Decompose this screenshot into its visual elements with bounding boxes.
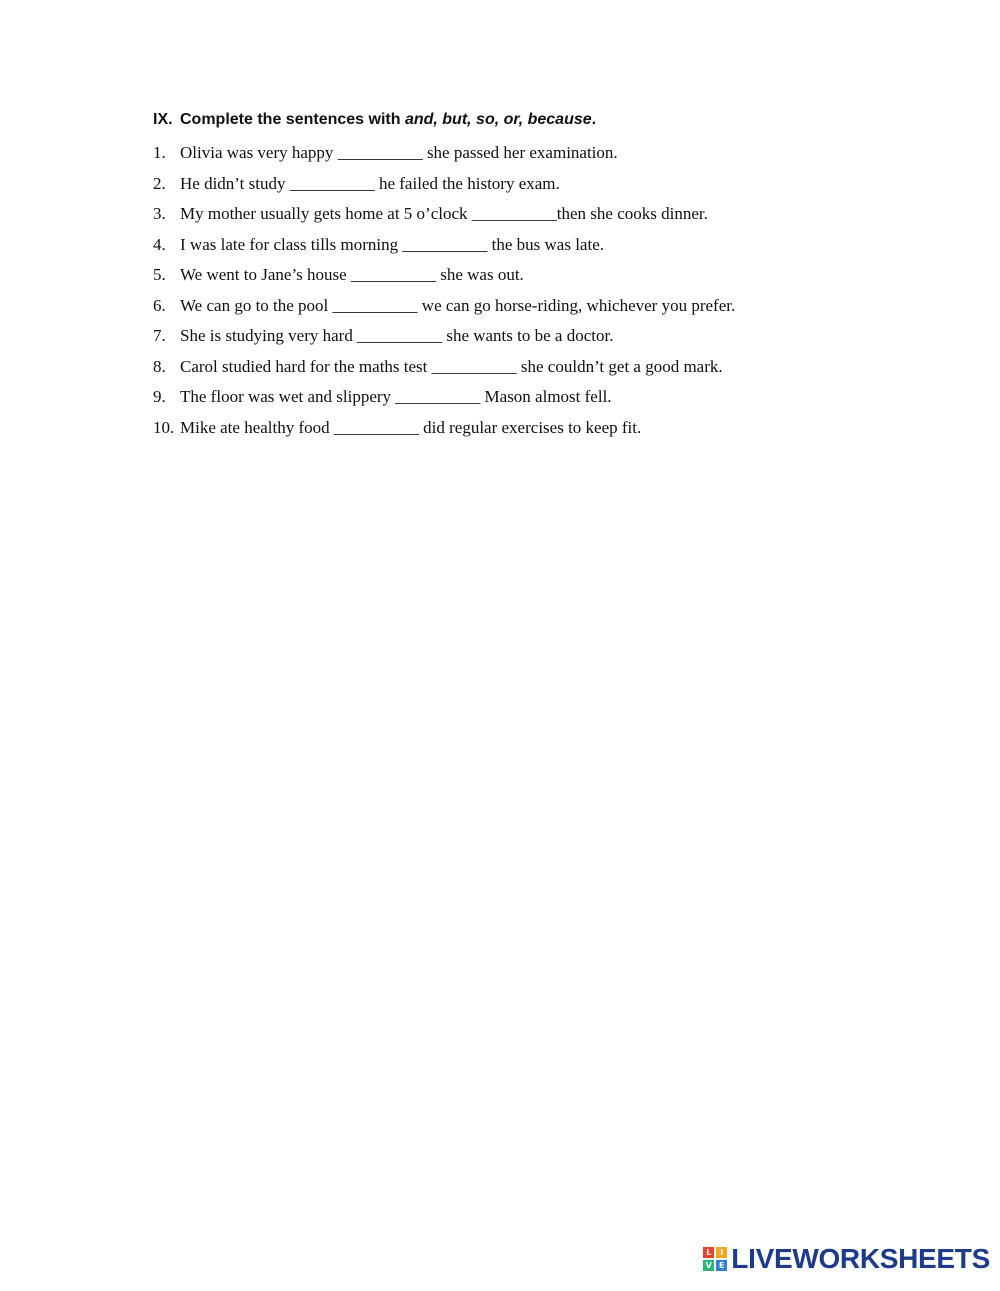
sentence-start: I was late for class tills morning (180, 234, 403, 254)
sentence-end: she was out. (435, 265, 524, 284)
sentence-start: We went to Jane’s house (180, 265, 351, 284)
answer-blank[interactable]: __________ (350, 265, 436, 284)
answer-blank[interactable]: __________ (431, 356, 517, 376)
answer-blank[interactable]: __________ (357, 326, 443, 345)
sentence-end: Mason almost fell. (480, 387, 612, 406)
item-number: 1. (153, 143, 166, 162)
answer-blank[interactable]: __________ (471, 204, 557, 223)
item-number: 6. (153, 295, 166, 315)
logo-mark-cell: I (716, 1247, 727, 1258)
sentence-item (153, 263, 735, 294)
exercise-instruction-end: . (591, 111, 597, 128)
liveworksheets-logo[interactable] (703, 1243, 990, 1275)
sentence-end: she couldn’t get a good mark. (516, 356, 723, 376)
sentence-item (153, 324, 735, 355)
sentence-start: He didn’t study (180, 173, 290, 193)
sentence-start: Olivia was very happy (180, 143, 338, 162)
sentence-end: she passed her examination. (422, 143, 618, 162)
item-number: 5. (153, 265, 166, 284)
sentence-item (153, 172, 735, 203)
sentence-start: My mother usually gets home at 5 o’clock (180, 204, 472, 223)
exercise-conjunctions: and, but, so, or, because (404, 111, 592, 128)
sentence-end: she wants to be a doctor. (442, 326, 614, 345)
item-number: 7. (153, 326, 166, 345)
sentence-item (153, 416, 735, 447)
answer-blank[interactable]: __________ (337, 143, 423, 162)
sentence-item (153, 355, 735, 386)
answer-blank[interactable]: __________ (333, 417, 419, 437)
sentence-start: She is studying very hard (180, 326, 358, 345)
sentence-item (153, 294, 735, 325)
sentence-start: Mike ate healthy food (180, 417, 334, 437)
liveworksheets-mark-icon (703, 1247, 727, 1271)
sentence-start: The floor was wet and slippery (180, 387, 396, 406)
exercise-heading (153, 111, 596, 129)
item-number: 10. (153, 417, 175, 437)
logo-mark-cell: L (703, 1247, 714, 1258)
sentence-end: then she cooks dinner. (556, 204, 708, 223)
answer-blank[interactable]: __________ (402, 234, 488, 254)
sentence-end: the bus was late. (487, 234, 604, 254)
logo-mark-cell: V (703, 1260, 714, 1271)
sentence-start: We can go to the pool (180, 295, 333, 315)
logo-wordmark: LIVEWORKSHEETS (731, 1243, 990, 1274)
answer-blank[interactable]: __________ (289, 173, 375, 193)
item-number: 3. (153, 204, 166, 223)
sentence-end: he failed the history exam. (374, 173, 560, 193)
answer-blank[interactable]: __________ (332, 295, 418, 315)
sentence-end: we can go horse-riding, whichever you prefer. (417, 295, 736, 315)
exercise-instruction: Complete the sentences with (180, 111, 405, 128)
item-number: 2. (153, 173, 166, 193)
item-number: 9. (153, 387, 166, 406)
sentence-item (153, 385, 735, 416)
answer-blank[interactable]: __________ (395, 387, 481, 406)
sentence-list (153, 141, 735, 446)
sentence-item (153, 202, 735, 233)
logo-mark-cell: E (716, 1260, 727, 1271)
sentence-start: Carol studied hard for the maths test (180, 356, 432, 376)
sentence-item (153, 141, 735, 172)
item-number: 4. (153, 234, 166, 254)
item-number: 8. (153, 356, 166, 376)
sentence-end: did regular exercises to keep fit. (418, 417, 642, 437)
sentence-item (153, 233, 735, 264)
exercise-number: IX. (153, 111, 173, 128)
